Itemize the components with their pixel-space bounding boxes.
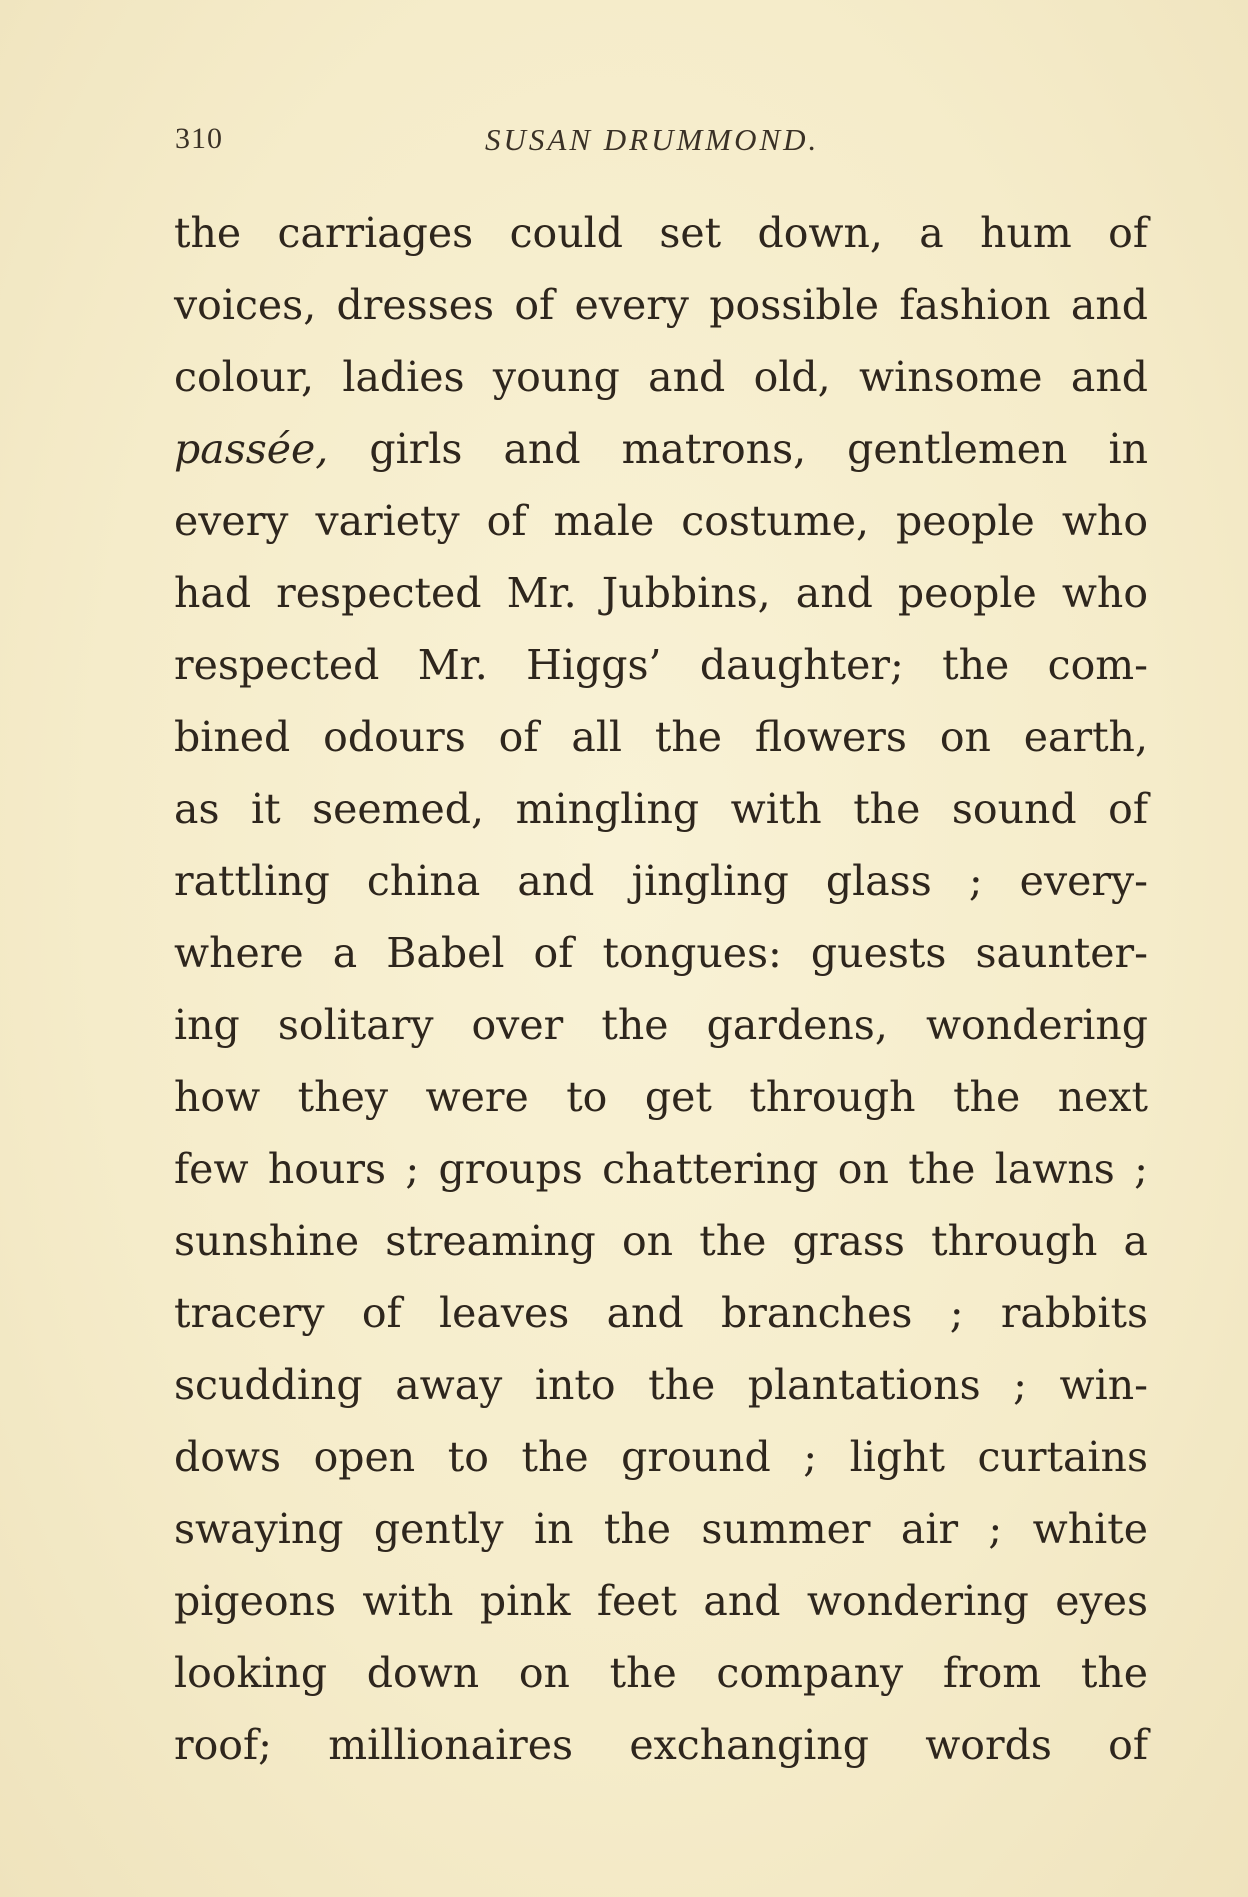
text-line: sunshine streaming on the grass through a	[174, 1217, 1148, 1265]
running-title: SUSAN DRUMMOND.	[485, 122, 820, 157]
text-line: the carriages could set down, a hum of	[174, 209, 1148, 257]
italic-word: passée,	[174, 425, 329, 473]
text-line: few hours ; groups chattering on the lawns ;	[174, 1145, 1148, 1193]
text-line: ing solitary over the gardens, wondering	[174, 1001, 1148, 1049]
text-line: swaying gently in the summer air ; white	[174, 1505, 1148, 1553]
text-line: roof; millionaires exchanging words of	[174, 1721, 1148, 1769]
text-line-italic-start	[174, 413, 1148, 485]
body-text	[174, 197, 1148, 1781]
text-line-rest: girls and matrons, gentlemen in	[369, 425, 1148, 473]
text-line: respected Mr. Higgs’ daughter; the com-	[174, 641, 1148, 689]
text-line: rattling china and jingling glass ; every-	[174, 857, 1148, 905]
text-line: bined odours of all the flowers on earth,	[174, 713, 1148, 761]
text-line: every variety of male costume, people who	[174, 497, 1148, 545]
text-line: tracery of leaves and branches ; rabbits	[174, 1289, 1148, 1337]
text-line: scudding away into the plantations ; win-	[174, 1361, 1148, 1409]
text-line: voices, dresses of every possible fashion and	[174, 281, 1148, 329]
text-line: as it seemed, mingling with the sound of	[174, 785, 1148, 833]
page-header	[175, 122, 1165, 162]
text-line: where a Babel of tongues: guests saunter-	[174, 929, 1148, 977]
text-line: pigeons with pink feet and wondering eyes	[174, 1577, 1148, 1625]
text-line: dows open to the ground ; light curtains	[174, 1433, 1148, 1481]
text-line: how they were to get through the next	[174, 1073, 1148, 1121]
page-number: 310	[175, 122, 223, 155]
text-line: had respected Mr. Jubbins, and people who	[174, 569, 1148, 617]
text-line: colour, ladies young and old, winsome and	[174, 353, 1148, 401]
text-line: looking down on the company from the	[174, 1649, 1148, 1697]
